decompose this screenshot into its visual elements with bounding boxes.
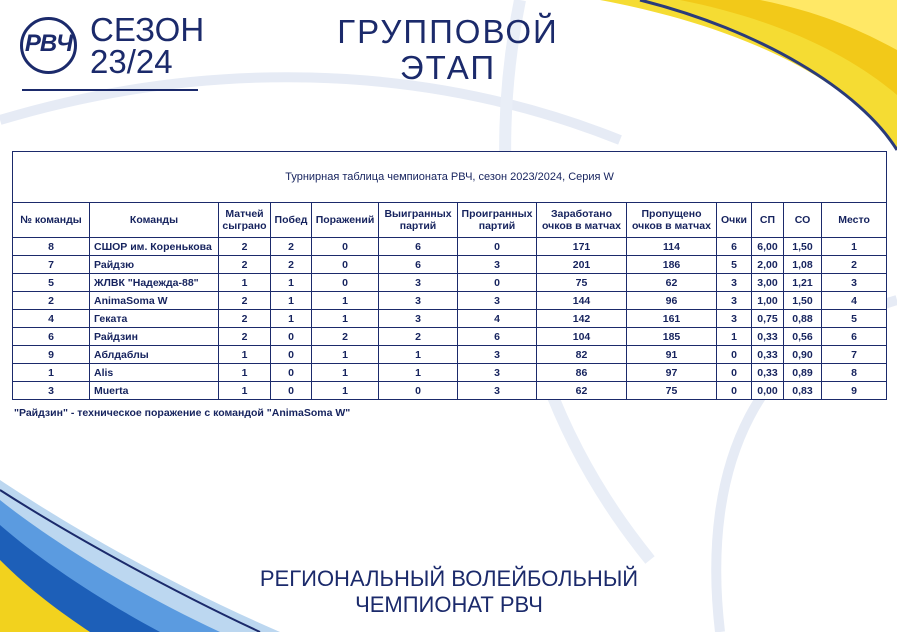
table-caption: Турнирная таблица чемпионата РВЧ, сезон 2023/2024, Серия W: [13, 152, 887, 203]
table-cell: 4: [822, 292, 887, 310]
table-row: [13, 256, 887, 274]
table-cell: 1: [717, 328, 752, 346]
table-cell: 3: [458, 364, 537, 382]
table-cell: 6: [13, 328, 90, 346]
table-cell: 6: [379, 256, 458, 274]
table-cell: 0,33: [752, 364, 784, 382]
table-cell: 5: [822, 310, 887, 328]
table-cell: 0,33: [752, 328, 784, 346]
table-row: [13, 382, 887, 400]
stage-line-1: ГРУППОВОЙ: [337, 13, 559, 50]
table-cell: 7: [822, 346, 887, 364]
table-cell: 3: [458, 346, 537, 364]
table-cell: 1: [219, 346, 271, 364]
table-cell: 2: [219, 292, 271, 310]
column-header: Проигранных партий: [458, 203, 537, 238]
table-cell: 97: [627, 364, 717, 382]
table-cell: 1: [271, 274, 312, 292]
logo-text: РВЧ: [24, 30, 73, 57]
table-cell: 0,88: [784, 310, 822, 328]
table-cell: 142: [537, 310, 627, 328]
column-header: № команды: [13, 203, 90, 238]
table-cell: 0,83: [784, 382, 822, 400]
table-cell: 0,89: [784, 364, 822, 382]
stage-title: [300, 14, 596, 86]
table-cell: 8: [822, 364, 887, 382]
table-row: [13, 346, 887, 364]
table-cell: 0,33: [752, 346, 784, 364]
table-cell: 3: [822, 274, 887, 292]
table-cell: 1: [271, 292, 312, 310]
season-title: [90, 11, 205, 80]
table-cell: 171: [537, 238, 627, 256]
table-cell: 62: [627, 274, 717, 292]
footer-line-2: ЧЕМПИОНАТ РВЧ: [355, 592, 543, 617]
table-cell: 3: [458, 256, 537, 274]
table-row: [13, 292, 887, 310]
table-body: [13, 238, 887, 400]
team-name-cell: СШОР им. Коренькова: [90, 238, 219, 256]
table-cell: 86: [537, 364, 627, 382]
table-cell: 0: [717, 346, 752, 364]
table-cell: 1,00: [752, 292, 784, 310]
table-cell: 6: [717, 238, 752, 256]
table-cell: 3: [458, 292, 537, 310]
table-cell: 6: [822, 328, 887, 346]
table-cell: 1: [219, 364, 271, 382]
table-cell: 0,00: [752, 382, 784, 400]
standings-table-container: [12, 151, 886, 400]
table-cell: 0,75: [752, 310, 784, 328]
team-name-cell: Райдзю: [90, 256, 219, 274]
table-cell: 6: [458, 328, 537, 346]
standings-table: [12, 151, 887, 400]
table-cell: 1,08: [784, 256, 822, 274]
table-cell: 5: [717, 256, 752, 274]
table-cell: 161: [627, 310, 717, 328]
table-cell: 0: [271, 382, 312, 400]
table-cell: 3: [717, 274, 752, 292]
table-cell: 2: [13, 292, 90, 310]
table-cell: 1,21: [784, 274, 822, 292]
table-cell: 96: [627, 292, 717, 310]
table-cell: 0: [312, 238, 379, 256]
team-name-cell: Геката: [90, 310, 219, 328]
table-cell: 201: [537, 256, 627, 274]
table-cell: 186: [627, 256, 717, 274]
team-name-cell: ЖЛВК "Надежда-88": [90, 274, 219, 292]
table-cell: 75: [627, 382, 717, 400]
table-cell: 62: [537, 382, 627, 400]
table-cell: 0: [271, 346, 312, 364]
stage-line-2: ЭТАП: [399, 49, 497, 86]
table-cell: 2: [312, 328, 379, 346]
table-cell: 2: [219, 310, 271, 328]
table-cell: 2: [271, 256, 312, 274]
column-header: СП: [752, 203, 784, 238]
team-name-cell: Muerta: [90, 382, 219, 400]
table-cell: 1,50: [784, 238, 822, 256]
team-name-cell: Райдзин: [90, 328, 219, 346]
table-cell: 3: [379, 274, 458, 292]
footer-line-1: РЕГИОНАЛЬНЫЙ ВОЛЕЙБОЛЬНЫЙ: [259, 566, 639, 591]
column-header: Заработано очков в матчах: [537, 203, 627, 238]
team-name-cell: AnimaSoma W: [90, 292, 219, 310]
column-header: Побед: [271, 203, 312, 238]
table-cell: 1: [271, 310, 312, 328]
table-cell: 104: [537, 328, 627, 346]
table-cell: 1: [219, 382, 271, 400]
table-cell: 0: [379, 382, 458, 400]
table-cell: 1: [312, 292, 379, 310]
table-cell: 3: [717, 292, 752, 310]
table-row: [13, 328, 887, 346]
table-row: [13, 238, 887, 256]
table-cell: 0: [271, 364, 312, 382]
table-cell: 2: [219, 328, 271, 346]
table-cell: 2: [379, 328, 458, 346]
table-cell: 3,00: [752, 274, 784, 292]
table-row: [13, 274, 887, 292]
table-cell: 0: [717, 382, 752, 400]
table-cell: 3: [13, 382, 90, 400]
table-cell: 0: [312, 274, 379, 292]
table-cell: 9: [13, 346, 90, 364]
table-cell: 114: [627, 238, 717, 256]
table-cell: 2: [822, 256, 887, 274]
table-cell: 185: [627, 328, 717, 346]
table-cell: 4: [13, 310, 90, 328]
table-cell: 4: [458, 310, 537, 328]
table-cell: 3: [379, 292, 458, 310]
table-cell: 2: [271, 238, 312, 256]
table-cell: 0: [717, 364, 752, 382]
table-cell: 6,00: [752, 238, 784, 256]
table-cell: 0: [458, 238, 537, 256]
table-cell: 0: [271, 328, 312, 346]
column-header: Место: [822, 203, 887, 238]
table-cell: 144: [537, 292, 627, 310]
table-cell: 1: [312, 346, 379, 364]
table-cell: 2: [219, 238, 271, 256]
table-cell: 91: [627, 346, 717, 364]
table-cell: 1: [379, 364, 458, 382]
column-header: Очки: [717, 203, 752, 238]
table-header-row: [13, 203, 887, 238]
table-cell: 5: [13, 274, 90, 292]
table-cell: 0: [312, 256, 379, 274]
table-cell: 0: [458, 274, 537, 292]
table-cell: 2: [219, 256, 271, 274]
column-header: Матчей сыграно: [219, 203, 271, 238]
table-cell: 9: [822, 382, 887, 400]
season-underline: [22, 89, 198, 91]
table-cell: 8: [13, 238, 90, 256]
table-row: [13, 364, 887, 382]
table-cell: 3: [717, 310, 752, 328]
table-footnote: "Райдзин" - техническое поражение с командой "AnimaSoma W": [14, 407, 351, 419]
team-name-cell: Аблдаблы: [90, 346, 219, 364]
table-cell: 1: [379, 346, 458, 364]
table-cell: 3: [458, 382, 537, 400]
column-header: Команды: [90, 203, 219, 238]
table-cell: 75: [537, 274, 627, 292]
championship-footer: [250, 566, 648, 618]
table-cell: 1: [822, 238, 887, 256]
table-cell: 1,50: [784, 292, 822, 310]
table-cell: 7: [13, 256, 90, 274]
column-header: Пропущено очков в матчах: [627, 203, 717, 238]
column-header: Поражений: [312, 203, 379, 238]
table-row: [13, 310, 887, 328]
column-header: СО: [784, 203, 822, 238]
table-cell: 1: [13, 364, 90, 382]
table-cell: 0,90: [784, 346, 822, 364]
table-cell: 2,00: [752, 256, 784, 274]
table-cell: 1: [312, 364, 379, 382]
season-label: СЕЗОН: [90, 11, 205, 48]
table-cell: 3: [379, 310, 458, 328]
season-years: 23/24: [90, 43, 173, 80]
table-cell: 1: [312, 310, 379, 328]
table-cell: 6: [379, 238, 458, 256]
table-cell: 82: [537, 346, 627, 364]
team-name-cell: Alis: [90, 364, 219, 382]
table-cell: 0,56: [784, 328, 822, 346]
table-cell: 1: [219, 274, 271, 292]
column-header: Выигранных партий: [379, 203, 458, 238]
table-cell: 1: [312, 382, 379, 400]
